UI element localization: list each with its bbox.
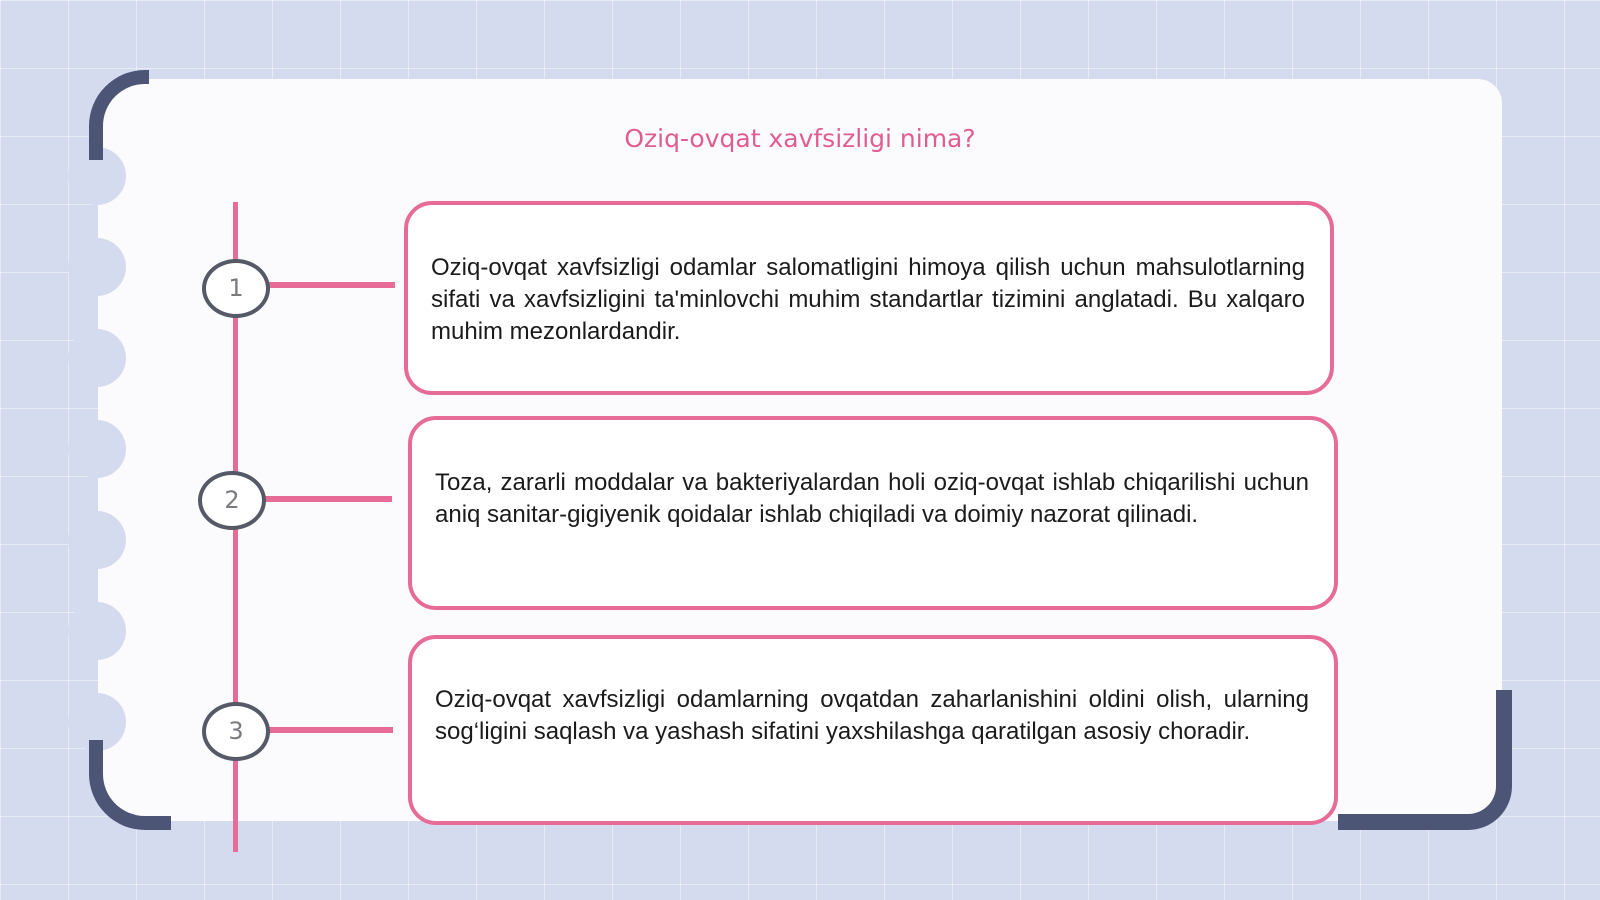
sheet-edge-scallop	[68, 329, 126, 387]
step-text-3: Oziq-ovqat xavfsizligi odamlarning ovqatdan zaharlanishini oldini olish, ularning sog‘ligini saqlash va yashash sifatini yaxshilashga qaratilgan asosiy choradir.	[435, 686, 1309, 745]
step-connector	[265, 727, 393, 733]
step-number-1: 1	[202, 259, 270, 318]
corner-bracket-bottom-right	[1338, 690, 1512, 830]
step-text-1: Oziq-ovqat xavfsizligi odamlar salomatligini himoya qilish uchun mahsulotlarning sifati va xavfsizligini ta'minlovchi muhim standartlar tizimini anglatadi. Bu xalqaro muhim mezonlardandir.	[431, 254, 1305, 345]
corner-bracket-bottom-left	[89, 740, 171, 830]
sheet-edge-scallop	[68, 238, 126, 296]
step-connector	[265, 282, 395, 288]
step-text-2: Toza, zararli moddalar va bakteriyalardan holi oziq-ovqat ishlab chiqarilishi uchun aniq sanitar-gigiyenik qoidalar ishlab chiqiladi va doimiy nazorat qilinadi.	[435, 469, 1309, 528]
step-connector	[262, 496, 392, 502]
sheet-edge-scallop	[68, 511, 126, 569]
step-number-2: 2	[198, 471, 266, 530]
sheet-edge-scallop	[68, 602, 126, 660]
corner-bracket-top-left	[89, 70, 149, 160]
sheet-edge-scallop	[68, 420, 126, 478]
step-number-3: 3	[202, 702, 270, 761]
slide-title: Oziq-ovqat xavfsizligi nima?	[624, 124, 976, 153]
